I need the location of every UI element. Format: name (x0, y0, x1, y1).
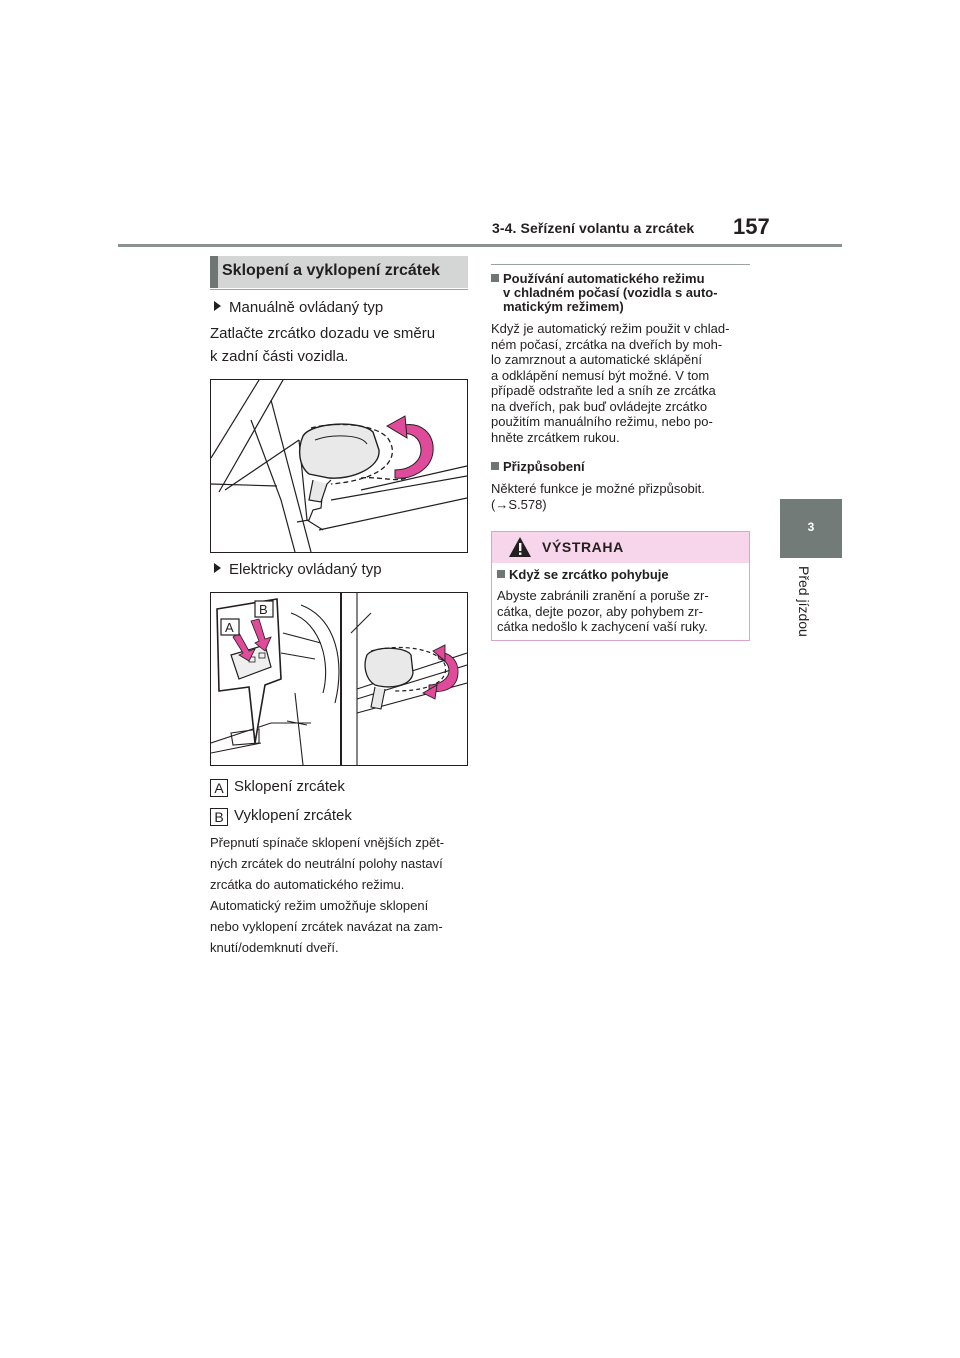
note-line: Přepnutí spínače sklopení vnějších zpět- (210, 835, 445, 850)
legend-item-b: B Vyklopení zrcátek (210, 804, 352, 827)
manual-mirror-illustration (210, 379, 468, 553)
warning-title: VÝSTRAHA (542, 539, 624, 555)
manual-text-line1: Zatlačte zrcátko dozadu ve směru (210, 325, 436, 342)
manual-text-line2: k zadní části vozidla. (210, 348, 349, 365)
running-header-section: 3-4. Seřízení volantu a zrcátek (492, 220, 695, 236)
legend-key-b: B (210, 808, 228, 826)
note-line: nebo vyklopení zrcátek navázat na zam- (210, 919, 443, 934)
page-reference-link[interactable]: (→S.578) (491, 496, 547, 512)
square-bullet-icon (497, 570, 505, 578)
page-number: 157 (733, 214, 770, 239)
auto-mode-note (210, 832, 444, 958)
manual-mirror-drawing (211, 380, 467, 552)
warning-subheading: Když se zrcátko pohybuje (497, 568, 669, 582)
callout-a-label: A (225, 620, 234, 635)
electric-mirror-illustration (210, 592, 468, 766)
customization-body: Některé funkce je možné přizpůsobit. (→S.578) (491, 481, 705, 512)
chapter-label: Před jízdou (796, 566, 812, 637)
triangle-bullet-icon (214, 301, 221, 311)
note-line: knutí/odemknutí dveří. (210, 940, 339, 955)
manual-type-label: Manuálně ovládaný typ (214, 296, 383, 319)
triangle-bullet-icon (214, 563, 221, 573)
square-bullet-icon (491, 462, 499, 470)
header-rule (118, 244, 842, 247)
section-heading: Sklopení a vyklopení zrcátek (222, 262, 440, 279)
note-line: zrcátka do automatického režimu. (210, 877, 405, 892)
warning-triangle-icon (508, 536, 532, 558)
auto-mode-body: Když je automatický režim použit v chlad- ném počasí, zrcátka na dveřích by moh- lo zamrznout a automatické sklápění a odklápění nemusí být možné. V tom případě odstraňte led a sníh ze zrcátka na dveřích, pak buď ovládejte zrcátko použitím manuálního režimu, nebo po- hněte zrcátkem rukou. (491, 321, 730, 445)
electric-mirror-drawing (211, 593, 467, 765)
legend-key-a: A (210, 779, 228, 797)
customization-heading: Přizpůsobení (491, 460, 585, 474)
chapter-number: 3 (807, 520, 815, 534)
note-line: ných zrcátek do neutrální polohy nastaví (210, 856, 443, 871)
section-heading-rule (210, 289, 468, 290)
note-line: Automatický režim umožňuje sklopení (210, 898, 429, 913)
square-bullet-icon (491, 274, 499, 282)
legend-item-a: A Sklopení zrcátek (210, 775, 345, 798)
right-column-rule (491, 264, 750, 265)
warning-body: Abyste zabránili zranění a poruše zr- cátka, dejte pozor, aby pohybem zr- cátka nedošlo k zachycení vaší ruky. (497, 588, 709, 634)
electric-type-label: Elektricky ovládaný typ (214, 558, 382, 581)
callout-b-label: B (259, 602, 268, 617)
auto-mode-heading: Používání automatického režimu v chladném počasí (vozidla s auto- matickým režimem) (491, 272, 718, 314)
